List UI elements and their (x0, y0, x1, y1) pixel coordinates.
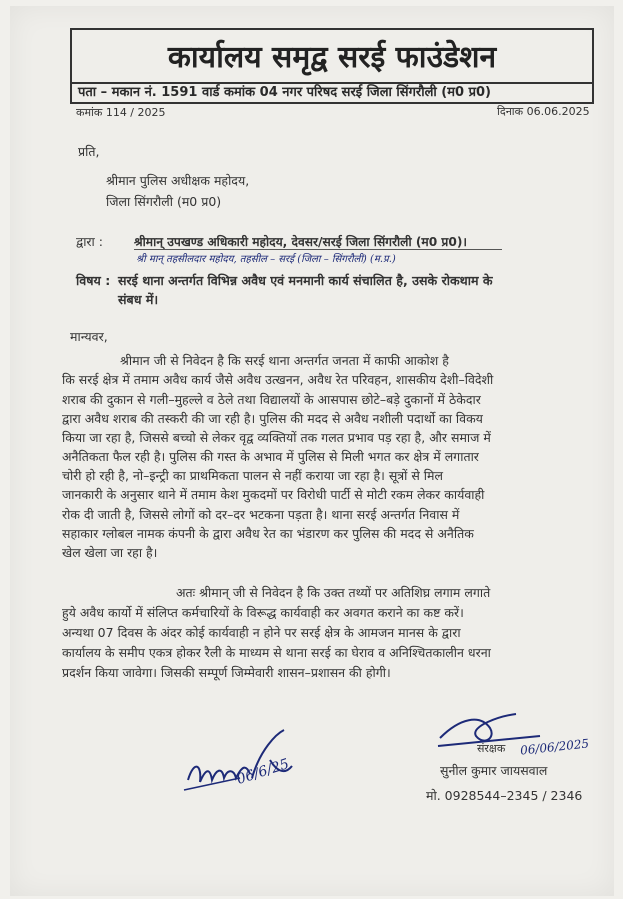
address-box (70, 80, 594, 104)
body-line: किया जा रहा है, जिससे बच्चो से लेकर वृद्व व्यक्तियों तक गलत प्रभाव पड़ रहा है, और समाज में (62, 430, 491, 445)
body-line: कि सरई क्षेत्र में तमाम अवैध कार्य जैसे अवैध उत्खनन, अवैध रेत परिवहन, शासकीय देशी–विदेशी (62, 372, 494, 387)
letterhead-box (70, 28, 594, 84)
sender-name: सुनील कुमार जायसवाल (440, 763, 548, 778)
subject-line-1: सरई थाना अन्तर्गत विभिन्न अवैध एवं मनमानी कार्य संचालित है, उसके रोकथाम के (118, 273, 493, 288)
body-line: जानकारी के अनुसार थाने में तमाम केश मुकदमों पर विरोधी पार्टी से मोटी रकम लेकर कार्यवाही (62, 487, 485, 502)
receipt-date-handwritten: 06/6/25 (234, 756, 292, 788)
recipient-line-2: जिला सिंगरौली (म0 प्र0) (106, 194, 222, 209)
reference-number: कमांक 114 / 2025 (76, 106, 166, 119)
via-handwritten-addition: श्री मान् तहसीलदार महोदय, तहसील – सरई (जिला – सिंगरौली) (म.प्र.) (136, 254, 396, 265)
body-line: प्रदर्शन किया जावेगा। जिसकी सम्पूर्ण जिम्मेवारी शासन–प्रशासन की होगी। (62, 665, 391, 680)
to-label: प्रति, (78, 144, 100, 159)
organization-address: पता – मकान नं. 1591 वार्ड कमांक 04 नगर परिषद सरई जिला सिंगरौली (म0 प्र0) (78, 85, 491, 100)
body-line: चोरी हो रही है, नो–इन्ट्री का प्राथमिकता पालन से नहीं कराया जा रहा है। सूत्रों से मिल (62, 468, 443, 483)
body-line: श्रीमान जी से निवेदन है कि सरई थाना अन्तर्गत जनता में काफी आकोश है (120, 353, 449, 368)
body-line: शराब की दुकान से गली–मुहल्ले व ठेले तथा विद्यालयों के आसपास छोटे–बड़े दुकानों में ठेकेदार (62, 392, 481, 407)
sender-date-handwritten: 06/06/2025 (519, 736, 590, 758)
subject-label: विषय : (76, 273, 111, 288)
body-line: अनैतिकता फैल रही है। पुलिस की गस्त के अभाव में पुलिस से मिली भगत कर क्षेत्र में लगातार (62, 449, 479, 464)
body-line: खेल खेला जा रहा है। (62, 545, 158, 560)
subject-line-2: संबध में। (118, 292, 159, 307)
sender-mobile: मो. 0928544–2345 / 2346 (426, 788, 583, 803)
body-line: हुये अवैध कार्यो में संलिप्त कर्मचारियों के विरूद्ध कार्यवाही कर अवगत कराने का कष्ट करें। (62, 605, 464, 620)
body-line: द्वारा अवैध शराब की तस्करी की जा रही है। पुलिस की मदद से अवैध नशीली पदार्थो का विकय (62, 411, 483, 426)
sender-role: संरक्षक (477, 742, 506, 755)
recipient-line-1: श्रीमान पुलिस अधीक्षक महोदय, (106, 173, 250, 188)
body-line: सहाकार ग्लोबल नामक कंपनी के द्वारा अवैध रेत का भंडारण कर पुलिस की मदद से अनैतिक (62, 526, 474, 541)
organization-title: कार्यालय समृद्व सरई फाउंडेशन (167, 40, 497, 75)
via-underline (134, 249, 502, 250)
body-line: कार्यालय के समीप एकत्र होकर रैली के माध्यम से थाना सरई का घेराव व अनिश्चितकालीन धरना (62, 645, 491, 660)
via-label: द्वारा : (76, 234, 103, 249)
via-text: श्रीमान् उपखण्ड अधिकारी महोदय, देवसर/सरई जिला सिंगरौली (म0 प्र0)। (134, 235, 468, 249)
body-line: रोक दी जाती है, जिससे लोगों को दर–दर भटकना पड़ता है। थाना सरई अन्तर्गत निवास में (62, 507, 460, 522)
salutation: मान्यवर, (70, 329, 108, 344)
body-line: अतः श्रीमान् जी से निवेदन है कि उक्त तथ्यों पर अतिशिघ्र लगाम लगाते (176, 585, 491, 600)
letter-date: दिनाक 06.06.2025 (497, 105, 590, 118)
body-line: अन्यथा 07 दिवस के अंदर कोई कार्यवाही न होने पर सरई क्षेत्र के आमजन मानस के द्वारा (62, 625, 461, 640)
